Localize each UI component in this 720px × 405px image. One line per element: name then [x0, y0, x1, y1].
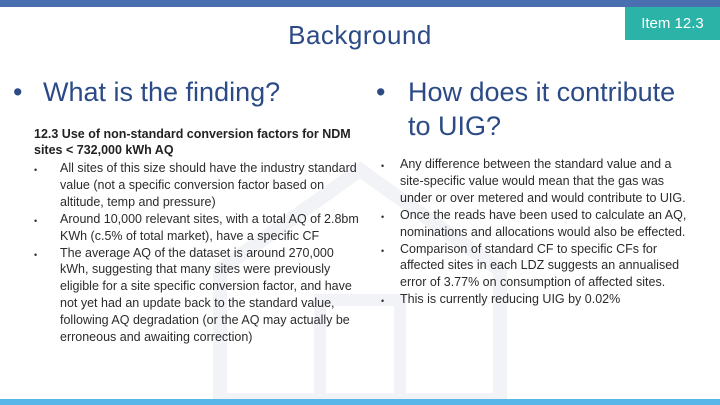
list-item-text: Once the reads have been used to calculate an AQ, nominations and allocations would also be effected.	[400, 207, 687, 239]
finding-column	[13, 75, 360, 346]
bottom-accent-bar	[0, 399, 720, 405]
contribution-bullet-list	[368, 156, 688, 308]
list-item	[368, 207, 688, 241]
list-item	[368, 241, 688, 292]
list-item	[368, 156, 688, 207]
contribution-heading-text: How does it contribute to UIG?	[408, 77, 676, 141]
slide-title	[0, 20, 720, 51]
top-accent-bar	[0, 0, 720, 7]
list-item-text: All sites of this size should have the industry standard value (not a specific conversion factor based on altitude, temp and pressure)	[60, 161, 357, 209]
bullet-marker: •	[381, 245, 385, 256]
heading-bullet: •	[13, 77, 23, 107]
finding-bullet-list	[35, 160, 360, 346]
slide-title-text: Background	[288, 20, 432, 50]
list-item-text: The average AQ of the dataset is around 270,000 kWh, suggesting that many sites were previously eligible for a site specific conversion factor, and have not yet had an update back to the standard value, following AQ degradation (or the AQ may actually be erroneous and awaiting correction)	[60, 245, 352, 345]
item-badge	[625, 7, 720, 40]
item-badge-label: Item 12.3	[641, 15, 704, 32]
list-item	[368, 291, 688, 308]
bullet-marker: •	[381, 211, 385, 222]
list-item-text: Any difference between the standard value and a site-specific value would mean that the gas was under or over metered and would contribute to UIG.	[400, 157, 686, 205]
list-item-text: This is currently reducing UIG by 0.02%	[400, 292, 621, 307]
heading-bullet: •	[376, 77, 386, 107]
bullet-marker: •	[34, 215, 38, 226]
finding-subheading: 12.3 Use of non-standard conversion factors for NDM sites < 732,000 kWh AQ	[34, 127, 351, 157]
bullet-marker: •	[34, 249, 38, 260]
contribution-heading	[368, 75, 688, 143]
bullet-marker: •	[34, 165, 38, 175]
finding-heading	[5, 75, 360, 109]
list-item	[35, 160, 360, 211]
finding-heading-text: What is the finding?	[43, 77, 281, 107]
list-item	[35, 211, 360, 245]
list-item-text: Comparison of standard CF to specific CFs for affected sites in each LDZ suggests an annualised error of 3.77% on consumption of affected sites.	[400, 241, 680, 290]
bullet-marker: •	[381, 161, 385, 171]
list-item	[35, 245, 360, 346]
contribution-column	[368, 75, 688, 308]
list-item-text: Around 10,000 relevant sites, with a total AQ of 2.8bm KWh (c.5% of total market), have a specific CF	[60, 211, 359, 243]
bullet-marker: •	[381, 296, 385, 307]
